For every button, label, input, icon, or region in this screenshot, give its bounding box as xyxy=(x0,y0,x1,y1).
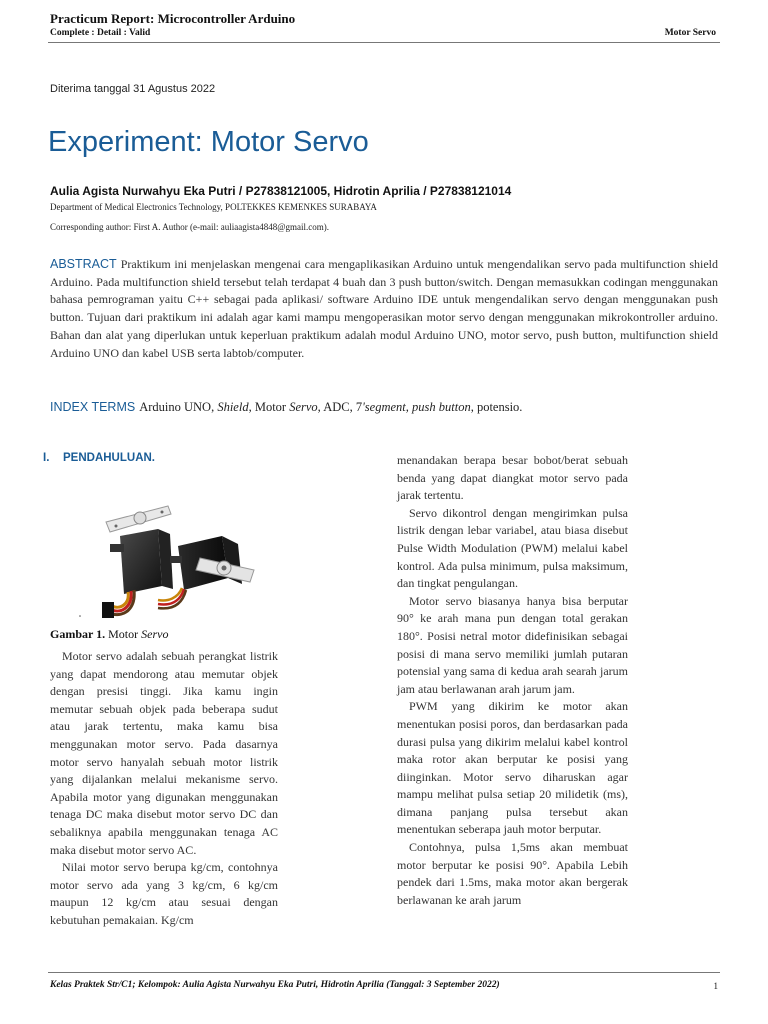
index-term-text: Servo, xyxy=(289,400,321,414)
footer-text: Kelas Praktek Str/C1; Kelompok: Aulia Agista Nurwahyu Eka Putri, Hidrotin Aprilia (Tanggal: 3 September 2022) xyxy=(50,980,500,990)
corresponding-author: Corresponding author: First A. Author (e-mail: auliaagista4848@gmail.com). xyxy=(50,222,329,232)
index-terms xyxy=(50,400,718,415)
caption-text: Motor xyxy=(105,627,142,641)
paragraph: menandakan berapa besar bobot/berat sebuah benda yang dapat diangkat motor servo pada jarak tertentu. xyxy=(397,453,628,503)
left-column xyxy=(43,452,278,930)
index-term-text: , Motor xyxy=(248,400,290,414)
figure-caption xyxy=(50,627,278,642)
paragraph: Nilai motor servo berupa kg/cm, contohnya motor servo ada yang 3 kg/cm, 6 kg/cm maupun 12 kg/cm atau sesuai dengan kebutuhan pemakaian. Kg/cm xyxy=(50,860,278,927)
index-term-text: , potensio. xyxy=(470,400,523,414)
paragraph: Contohnya, pulsa 1,5ms akan membuat motor berputar ke posisi 90°. Apabila Lebih pendek dari 1.5ms, maka motor akan bergerak berlawanan ke arah jarum xyxy=(397,840,628,907)
abstract-text: Praktikum ini menjelaskan mengenai cara mengaplikasikan Arduino untuk mengendalikan servo pada multifunction shield Arduino. Pada multifunction shield tersebut telah terdapat 4 buah dan 3 push button/switch. Dengan memasukkan codingan menggunakan bahasa pemrograman yaitu C++ sebagai pada aplikasi/ software Arduino IDE untuk mengendalikan servo dengan menggunakan push button. Tujuan dari praktikum ini adalah agar kami mampu mengoperasikan motor servo dengan menggunakan mikrokontroller arduino. Bahan dan alat yang diperlukan untuk keperluan praktikum adalah modul Arduino UNO, motor servo, push button, multifunction shield Arduino UNO dan kabel USB serta labtob/computer. xyxy=(50,257,718,360)
header-divider xyxy=(48,42,720,43)
header-topic: Motor Servo xyxy=(664,28,716,38)
section-number: I. xyxy=(43,452,50,464)
servo-motor-image xyxy=(50,474,278,624)
paper-title: Experiment: Motor Servo xyxy=(48,126,369,158)
index-term-text: Arduino UNO, xyxy=(139,400,218,414)
paragraph: Motor servo biasanya hanya bisa berputar 90° ke arah mana pun dengan total gerakan 180°. Posisi netral motor didefinisikan sebagai posisi di mana servo memiliki jumlah putaran potensial yang sama di kedua arah searah jarum jam atau berlawanan arah jarum jam. xyxy=(397,593,628,696)
footer-divider xyxy=(48,972,720,973)
figure-label: Gambar 1. xyxy=(50,627,106,641)
section-title: PENDAHULUAN. xyxy=(63,452,155,464)
caption-text: Servo xyxy=(141,627,169,641)
index-term-text: ADC, 7 xyxy=(320,400,363,414)
index-term-text: Shield xyxy=(217,400,249,414)
affiliation: Department of Medical Electronics Technology, POLTEKKES KEMENKES SURABAYA xyxy=(50,202,377,212)
abstract xyxy=(50,256,718,362)
paragraph: Motor servo adalah sebuah perangkat listrik yang dapat mendorong atau memutar objek dengan presisi tinggi. Jika kamu ingin memutar sebuah objek pada beberapa sudut atau jarak tertentu, maka kamu bisa menggunakan motor servo. Pada dasarnya motor servo hanyalah sebuah motor listrik yang dijalankan melalui mekanisme servo. Apabila motor yang digunakan menggunakan tenaga DC maka disebut motor servo DC dan sebaliknya apabila menggunakan tenaga AC maka disebut motor servo AC. xyxy=(50,649,278,857)
paragraph: PWM yang dikirim ke motor akan menentukan posisi poros, dan berdasarkan pada durasi pulsa yang dikirim melalui kabel kontrol maka rotor akan berputar ke posisi yang diinginkan. Motor servo diharuskan agar mampu melihat pulsa setiap 20 milidetik (ms), dimana panjang pulsa tersebut akan menentukan seberapa jauh motor berputar. xyxy=(397,699,628,837)
index-terms-label: INDEX TERMS xyxy=(50,400,136,414)
header-title: Practicum Report: Microcontroller Arduino xyxy=(50,11,296,26)
page-number: 1 xyxy=(713,981,718,991)
header-subtitle: Complete : Detail : Valid xyxy=(50,28,151,38)
paragraph: Servo dikontrol dengan mengirimkan pulsa listrik dengan lebar variabel, atau biasa disebut Pulse Width Modulation (PWM) melalui kabel kontrol. Ada pulsa minimum, pulsa maksimum, dan tingkat pengulangan. xyxy=(397,505,628,591)
section-heading xyxy=(43,452,278,464)
received-date: Diterima tanggal 31 Agustus 2022 xyxy=(50,83,216,95)
abstract-label: ABSTRACT xyxy=(50,257,117,271)
servo-motor-figure xyxy=(50,474,278,624)
index-term-text: 'segment, push button xyxy=(362,400,471,414)
right-column xyxy=(397,452,628,909)
authors: Aulia Agista Nurwahyu Eka Putri / P27838121005, Hidrotin Aprilia / P27838121014 xyxy=(50,184,512,198)
